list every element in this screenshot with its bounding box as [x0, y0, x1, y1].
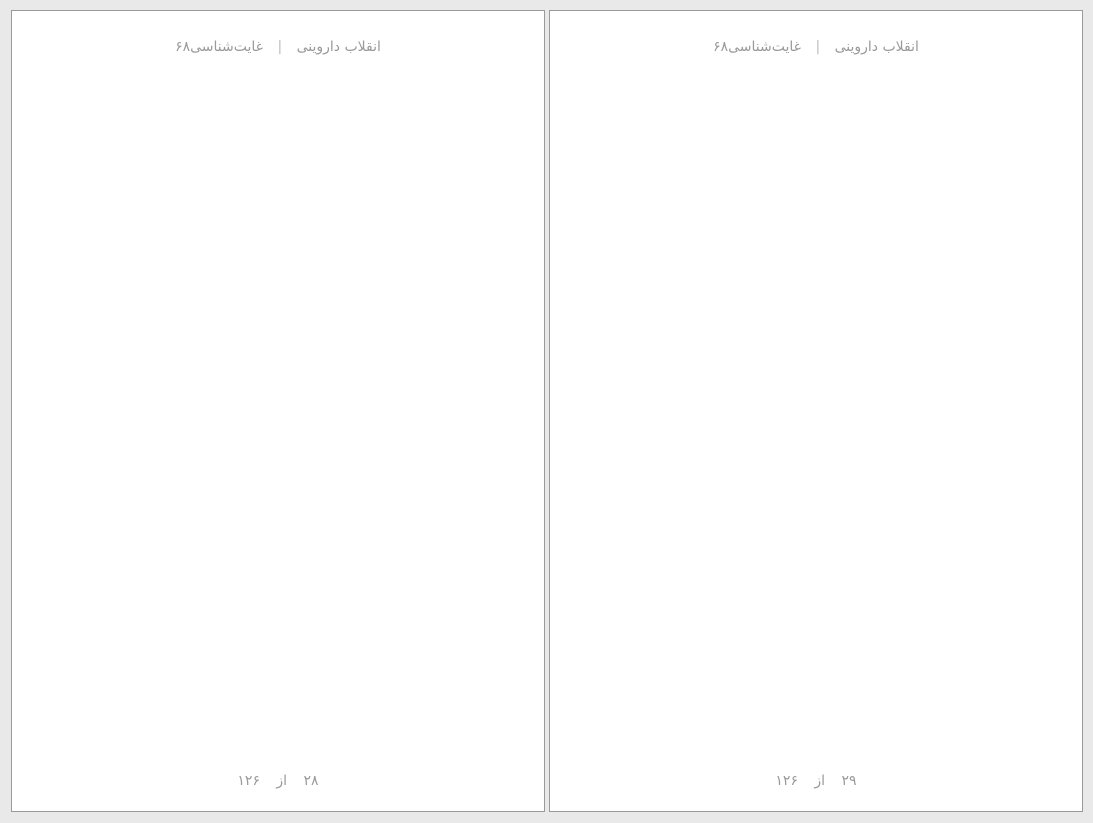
- total-pages: ۱۲۶: [775, 773, 798, 789]
- page-footer: [12, 773, 544, 789]
- page-29: [549, 10, 1083, 812]
- total-pages: ۱۲۶: [237, 773, 260, 789]
- page-body: [662, 91, 970, 691]
- of-label: از: [814, 773, 826, 789]
- page-number: ۲۸: [303, 773, 319, 789]
- section-title: غایت‌شناسی۶۸: [175, 39, 263, 55]
- of-label: از: [276, 773, 288, 789]
- page-body: [124, 91, 432, 691]
- page-footer: [550, 773, 1082, 789]
- page-number: ۲۹: [841, 773, 857, 789]
- page-header: [550, 39, 1082, 55]
- page-28: [11, 10, 545, 812]
- book-title: انقلاب داروینی: [834, 39, 919, 55]
- page-header: [12, 39, 544, 55]
- header-separator: |: [277, 39, 283, 55]
- book-title: انقلاب داروینی: [296, 39, 381, 55]
- section-title: غایت‌شناسی۶۸: [713, 39, 801, 55]
- header-separator: |: [815, 39, 821, 55]
